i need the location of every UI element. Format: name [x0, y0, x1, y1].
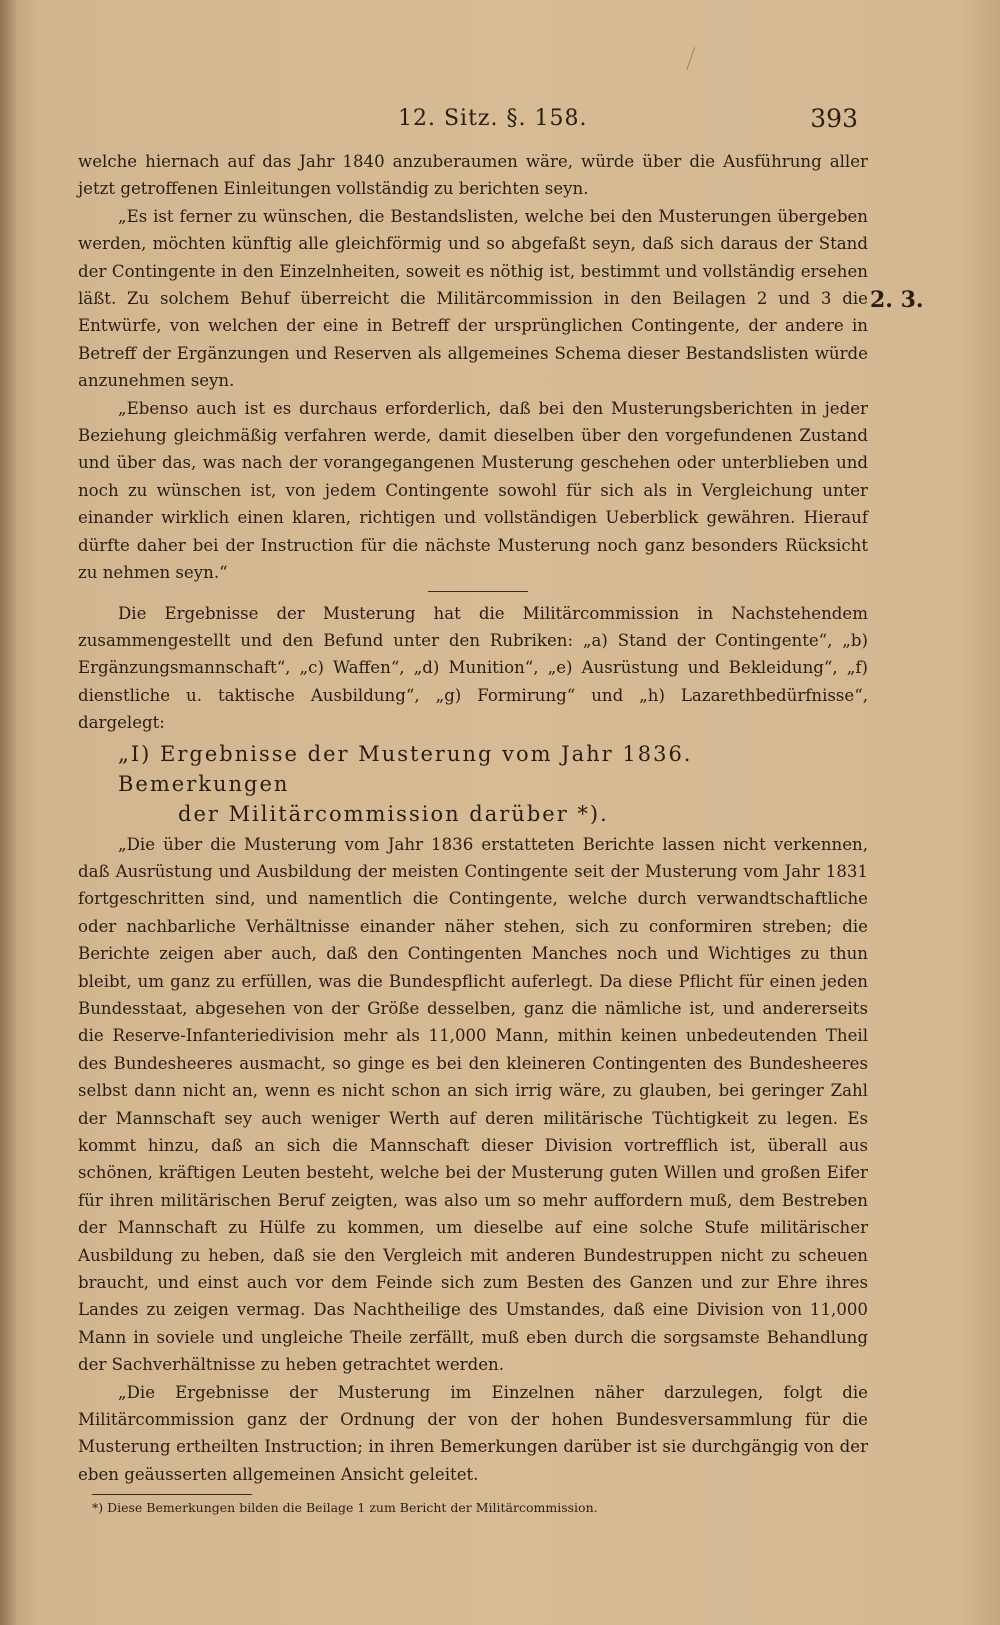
- pencil-mark: [686, 47, 703, 73]
- paragraph-1: welche hiernach auf das Jahr 1840 anzuberaumen wäre, würde über die Ausführung aller jetzt getroffenen Einleitungen vollständig zu berichten seyn.: [78, 152, 868, 199]
- paragraph-6: „Die Ergebnisse der Musterung im Einzelnen näher darzulegen, folgt die Militärcommission ganz der Ordnung der von der hohen Bundesversammlung für die Musterung ertheilten Instruction; in ihren Bemerkungen darüber ist sie durchgängig von der eben geäusserten allgemeinen Ansicht geleitet.: [78, 1382, 868, 1484]
- running-header: [78, 100, 858, 140]
- margin-note: 2. 3.: [870, 287, 924, 313]
- body-text: [78, 148, 868, 1517]
- paragraph-3: „Ebenso auch ist es durchaus erforderlich, daß bei den Musterungsberichten in jeder Beziehung gleichmäßig verfahren werde, damit dieselben über den vorgefundenen Zustand und über das, was nach der vorangegangenen Musterung geschehen oder unterblieben und noch zu wünschen ist, von jedem Contingente sowohl für sich als in Vergleichung unter einander wirklich einen klaren, richtigen und vollständigen Ueberblick gewähren. Hierauf dürfte daher bei der Instruction für die nächste Musterung noch ganz besonders Rücksicht zu nehmen seyn.“: [78, 398, 868, 583]
- paragraph-2: „Es ist ferner zu wünschen, die Bestandslisten, welche bei den Musterungen übergeben werden, möchten künftig alle gleichförmig und so abgefaßt seyn, daß sich daraus der Stand der Contingente in den Einzelnheiten, soweit es nöthig ist, bestimmt und vollständig ersehen läßt. Zu solchem Behuf überreicht die Militärcommission in den Beilagen 2 und 3 die Entwürfe, von welchen der eine in Betreff der ursprünglichen Contingente, der andere in Betreff der Ergänzungen und Reserven als allgemeines Schema dieser Bestandslisten würde anzunehmen seyn.: [78, 206, 868, 391]
- section-heading: [118, 739, 868, 829]
- section-heading-line-1: „I) Ergebnisse der Musterung vom Jahr 1836. Bemerkungen: [118, 741, 693, 796]
- footnote-rule: [92, 1494, 252, 1495]
- paragraph-4: Die Ergebnisse der Musterung hat die Militärcommission in Nachstehendem zusammengestellt und den Befund unter den Rubriken: „a) Stand der Contingente“, „b) Ergänzungsmannschaft“, „c) Waffen“, „d) Munition“, „e) Ausrüstung und Bekleidung“, „f) dienstliche u. taktische Ausbildung“, „g) Formirung“ und „h) Lazarethbedürfnisse“, dargelegt:: [78, 603, 868, 733]
- footnote: *) Diese Bemerkungen bilden die Beilage 1 zum Bericht der Militärcommission.: [92, 1500, 598, 1516]
- section-divider: [428, 591, 528, 592]
- section-heading-line-2: der Militärcommission darüber *).: [178, 801, 609, 826]
- paragraph-5: „Die über die Musterung vom Jahr 1836 erstatteten Berichte lassen nicht verkennen, daß Ausrüstung und Ausbildung der meisten Contingente seit der Musterung vom Jahr 1831 fortgeschritten sind, und namentlich die Contingente, welche durch verwandtschaftliche oder nachbarliche Verhältnisse einander näher stehen, sich zu conformiren streben; die Berichte zeigen aber auch, daß den Contingenten Manches noch und Wichtiges zu thun bleibt, um ganz zu erfüllen, was die Bundespflicht auferlegt. Da diese Pflicht für einen jeden Bundesstaat, abgesehen von der Größe desselben, ganz die nämliche ist, und andererseits die Reserve-Infanteriedivision mehr als 11,000 Mann, mithin keinen unbedeutenden Theil des Bundesheeres ausmacht, so ginge es bei den kleineren Contingenten des Bundesheeres selbst dann nicht an, wenn es nicht schon an sich irrig wäre, zu glauben, bei geringer Zahl der Mannschaft sey auch weniger Werth auf deren militärische Tüchtigkeit zu legen. Es kommt hinzu, daß an sich die Mannschaft dieser Division vortrefflich ist, überall aus schönen, kräftigen Leuten besteht, welche bei der Musterung guten Willen und großen Eifer für ihren militärischen Beruf zeigten, was also um so mehr auffordern muß, dem Bestreben der Mannschaft zu Hülfe zu kommen, um dieselbe auf eine solche Stufe militärischer Ausbildung zu heben, daß sie den Vergleich mit anderen Bundestruppen nicht zu scheuen braucht, und einst auch vor dem Feinde sich zum Besten des Ganzen und zur Ehre ihres Landes zu zeigen vermag. Das Nachtheilige des Umstandes, daß eine Division von 11,000 Mann in soviele und ungleiche Theile zerfällt, muß eben durch die sorgsamste Behandlung der Sachverhältnisse zu heben getrachtet werden.: [78, 834, 868, 1375]
- page-binding-edge: [0, 0, 16, 1625]
- page-number: 393: [810, 104, 858, 133]
- running-title: 12. Sitz. §. 158.: [398, 106, 588, 131]
